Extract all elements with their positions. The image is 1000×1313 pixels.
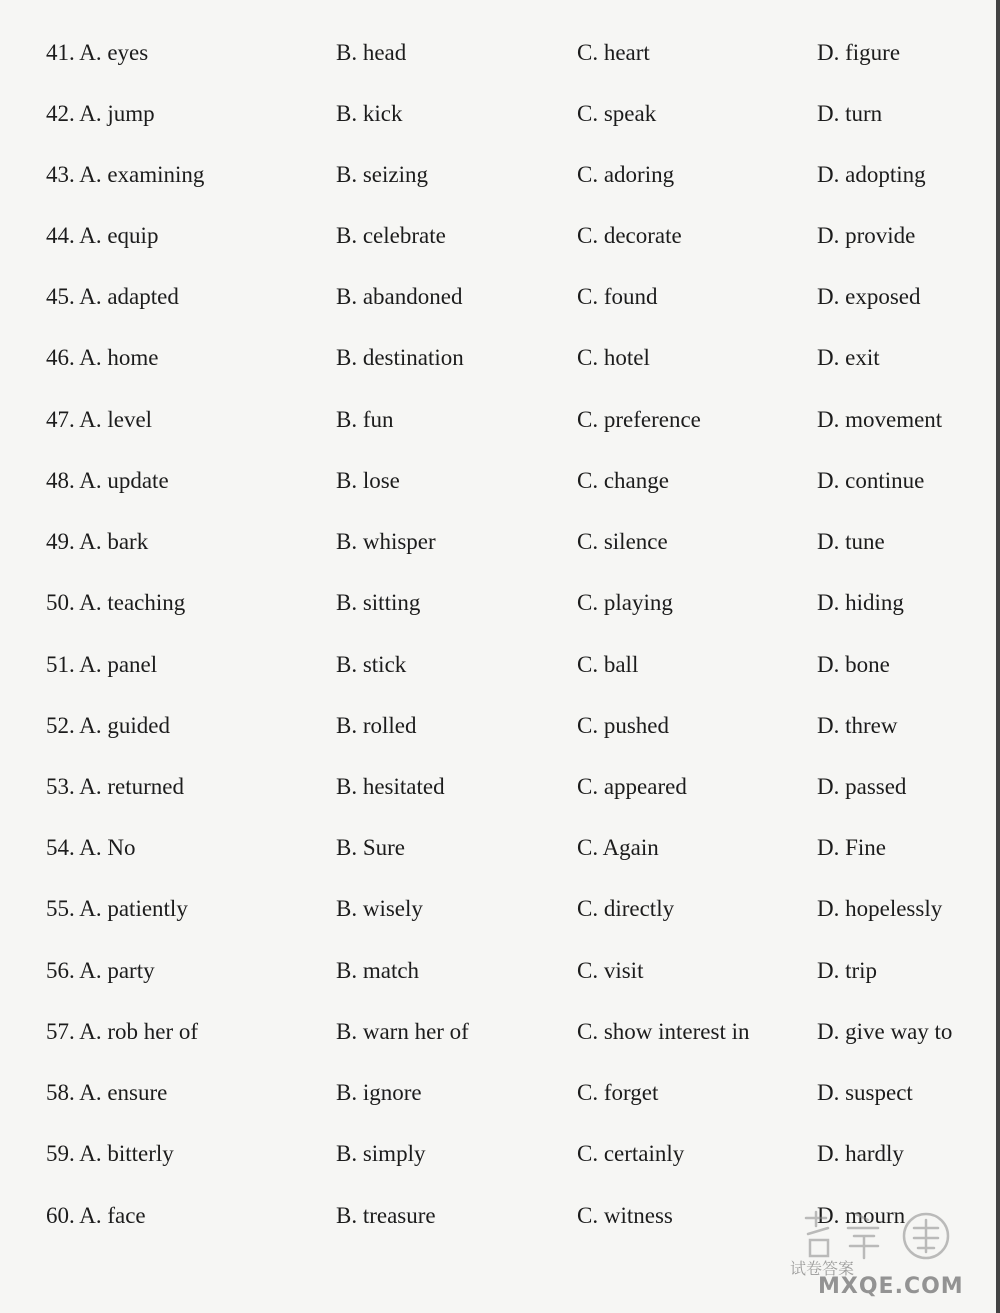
option-a: 41. A. eyes (46, 40, 149, 65)
question-row-58 (0, 1073, 1000, 1113)
option-b: B. head (336, 40, 407, 65)
option-d: D. hopelessly (817, 896, 943, 921)
option-d: D. provide (817, 223, 916, 248)
option-c: C. found (577, 284, 658, 309)
option-d: D. trip (817, 958, 878, 983)
option-c: C. preference (577, 407, 701, 432)
option-b: B. stick (336, 652, 407, 677)
option-c: C. directly (577, 896, 675, 921)
option-d: D. Fine (817, 835, 886, 860)
option-c: C. Again (577, 835, 659, 860)
option-a: 53. A. returned (46, 774, 184, 799)
option-c: C. show interest in (577, 1019, 750, 1044)
option-d: D. movement (817, 407, 943, 432)
option-d: D. bone (817, 652, 890, 677)
question-row-50 (0, 583, 1000, 623)
question-row-49 (0, 522, 1000, 562)
option-d: D. continue (817, 468, 925, 493)
option-d: D. hardly (817, 1141, 904, 1166)
option-d: D. tune (817, 529, 885, 554)
option-b: B. rolled (336, 713, 417, 738)
option-a: 59. A. bitterly (46, 1141, 174, 1166)
option-d: D. figure (817, 40, 901, 65)
question-row-48 (0, 461, 1000, 501)
question-row-57 (0, 1012, 1000, 1052)
option-a: 49. A. bark (46, 529, 149, 554)
option-b: B. seizing (336, 162, 428, 187)
option-c: C. heart (577, 40, 650, 65)
option-b: B. simply (336, 1141, 426, 1166)
question-row-41 (0, 33, 1000, 73)
option-c: C. change (577, 468, 669, 493)
question-row-45 (0, 277, 1000, 317)
question-row-56 (0, 951, 1000, 991)
option-a: 57. A. rob her of (46, 1019, 199, 1044)
option-c: C. certainly (577, 1141, 685, 1166)
option-c: C. appeared (577, 774, 687, 799)
option-c: C. visit (577, 958, 644, 983)
option-a: 42. A. jump (46, 101, 155, 126)
option-c: C. speak (577, 101, 657, 126)
option-b: B. destination (336, 345, 464, 370)
page-edge-divider (996, 0, 1000, 1313)
option-a: 56. A. party (46, 958, 155, 983)
option-c: C. playing (577, 590, 673, 615)
option-b: B. celebrate (336, 223, 446, 248)
option-b: B. fun (336, 407, 394, 432)
option-b: B. lose (336, 468, 400, 493)
option-a: 58. A. ensure (46, 1080, 168, 1105)
option-a: 48. A. update (46, 468, 169, 493)
option-c: C. hotel (577, 345, 650, 370)
watermark-caption: 试卷答案 (790, 1259, 855, 1278)
question-row-44 (0, 216, 1000, 256)
option-c: C. decorate (577, 223, 682, 248)
option-a: 43. A. examining (46, 162, 205, 187)
option-d: D. mourn (817, 1203, 906, 1228)
option-b: B. abandoned (336, 284, 463, 309)
option-c: C. adoring (577, 162, 675, 187)
option-b: B. kick (336, 101, 403, 126)
option-d: D. exposed (817, 284, 921, 309)
option-c: C. forget (577, 1080, 659, 1105)
option-b: B. wisely (336, 896, 423, 921)
option-b: B. sitting (336, 590, 421, 615)
watermark-url: MXQE.COM (818, 1274, 964, 1299)
option-b: B. warn her of (336, 1019, 469, 1044)
question-row-53 (0, 767, 1000, 807)
option-d: D. hiding (817, 590, 904, 615)
question-row-59 (0, 1134, 1000, 1174)
question-row-46 (0, 338, 1000, 378)
question-row-43 (0, 155, 1000, 195)
site-watermark (788, 1206, 978, 1301)
question-row-42 (0, 94, 1000, 134)
option-a: 54. A. No (46, 835, 136, 860)
option-b: B. treasure (336, 1203, 436, 1228)
option-a: 51. A. panel (46, 652, 158, 677)
option-b: B. whisper (336, 529, 436, 554)
option-c: C. ball (577, 652, 639, 677)
option-d: D. give way to (817, 1019, 953, 1044)
question-row-55 (0, 889, 1000, 929)
option-d: D. turn (817, 101, 883, 126)
question-row-52 (0, 706, 1000, 746)
question-row-51 (0, 645, 1000, 685)
option-b: B. match (336, 958, 420, 983)
option-c: C. pushed (577, 713, 669, 738)
option-c: C. witness (577, 1203, 673, 1228)
option-a: 44. A. equip (46, 223, 159, 248)
option-d: D. suspect (817, 1080, 913, 1105)
option-a: 55. A. patiently (46, 896, 188, 921)
option-d: D. threw (817, 713, 898, 738)
question-row-54 (0, 828, 1000, 868)
option-a: 60. A. face (46, 1203, 146, 1228)
option-a: 52. A. guided (46, 713, 170, 738)
option-a: 50. A. teaching (46, 590, 186, 615)
option-c: C. silence (577, 529, 668, 554)
option-b: B. Sure (336, 835, 405, 860)
option-d: D. exit (817, 345, 880, 370)
option-a: 46. A. home (46, 345, 159, 370)
option-d: D. passed (817, 774, 907, 799)
option-a: 47. A. level (46, 407, 153, 432)
option-b: B. hesitated (336, 774, 445, 799)
option-a: 45. A. adapted (46, 284, 179, 309)
option-b: B. ignore (336, 1080, 422, 1105)
question-row-47 (0, 400, 1000, 440)
option-d: D. adopting (817, 162, 926, 187)
